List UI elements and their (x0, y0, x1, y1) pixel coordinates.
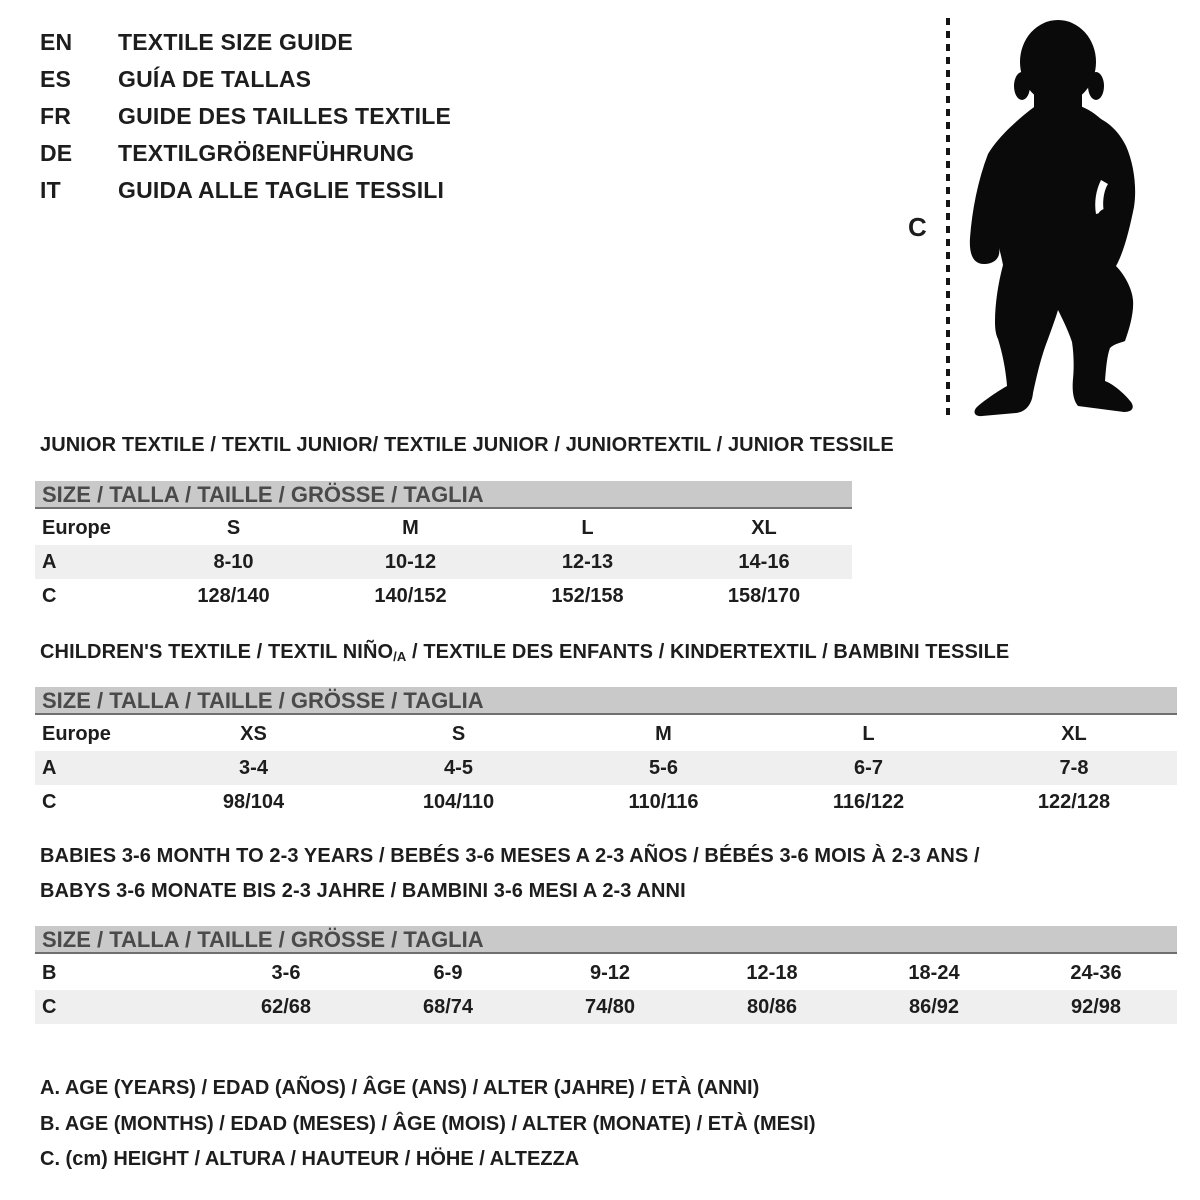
children-size-table (35, 717, 1177, 819)
cell: 152/158 (551, 584, 624, 607)
junior-header-row (35, 511, 852, 545)
language-code-en: EN (40, 29, 73, 55)
language-title-es: GUÍA DE TALLAS (118, 66, 312, 92)
cell: 10-12 (384, 550, 437, 573)
cell: 62/68 (260, 995, 312, 1018)
cell: 14-16 (738, 550, 790, 573)
cell: 3-4 (239, 756, 268, 779)
babies-section-title-line2: BABYS 3-6 MONATE BIS 2-3 JAHRE / BAMBINI 3-6 MESI A 2-3 ANNI (40, 880, 686, 902)
babies-size-table (35, 956, 1177, 1024)
cell: 8-10 (213, 550, 254, 573)
children-size-bar: SIZE / TALLA / TAILLE / GRÖSSE / TAGLIA (35, 687, 1177, 715)
legend-notes (40, 1071, 816, 1178)
note-c-height-cm: C. (cm) HEIGHT / ALTURA / HAUTEUR / HÖHE / ALTEZZA (40, 1148, 580, 1170)
language-title-en: TEXTILE SIZE GUIDE (118, 29, 353, 55)
note-b-age-months: B. AGE (MONTHS) / EDAD (MESES) / ÂGE (MOIS) / ALTER (MONATE) / ETÀ (MESI) (40, 1112, 816, 1135)
cell: 6-9 (433, 961, 463, 984)
junior-row-c (35, 579, 852, 613)
children-title-subscript: /A (393, 649, 407, 664)
children-header-row (35, 717, 1177, 751)
language-title-it: GUIDA ALLE TAGLIE TESSILI (118, 177, 445, 203)
row-label: A (42, 550, 57, 573)
cell: 80/86 (746, 995, 798, 1018)
row-label: B (42, 961, 57, 984)
children-col-header-s: S (451, 722, 466, 745)
junior-size-bar: SIZE / TALLA / TAILLE / GRÖSSE / TAGLIA (35, 481, 852, 509)
children-row-c (35, 785, 1177, 819)
cell: 92/98 (1070, 995, 1122, 1018)
children-col-header-xs: XS (240, 722, 267, 745)
junior-row-a (35, 545, 852, 579)
children-region-label: Europe (42, 722, 111, 745)
cell: 128/140 (197, 584, 270, 607)
cell: 110/116 (628, 790, 699, 813)
note-a-age-years: A. AGE (YEARS) / EDAD (AÑOS) / ÂGE (ANS) / ALTER (JAHRE) / ETÀ (ANNI) (40, 1077, 760, 1099)
children-col-header-m: M (655, 722, 672, 745)
language-code-fr: FR (40, 103, 72, 129)
cell: 158/170 (727, 584, 801, 607)
height-measure-dashed-line (946, 18, 950, 417)
cell: 9-12 (589, 961, 631, 984)
cell: 122/128 (1037, 790, 1111, 813)
children-section-title (40, 641, 1009, 664)
cell: 116/122 (832, 790, 905, 813)
cell: 24-36 (1070, 961, 1122, 984)
cell: 7-8 (1059, 756, 1089, 779)
language-title-fr: GUIDE DES TAILLES TEXTILE (118, 103, 451, 129)
cell: 74/80 (584, 995, 636, 1018)
cell: 3-6 (271, 961, 301, 984)
language-list (40, 30, 451, 202)
children-col-header-l: L (862, 722, 875, 745)
cell: 12-18 (746, 961, 798, 984)
babies-section-title-line1: BABIES 3-6 MONTH TO 2-3 YEARS / BEBÉS 3-6 MESES A 2-3 AÑOS / BÉBÉS 3-6 MOIS À 2-3 ANS / (40, 845, 980, 867)
children-col-header-xl: XL (1061, 722, 1087, 745)
height-measure-label: C (908, 212, 927, 242)
language-code-es: ES (40, 66, 72, 92)
cell: 86/92 (908, 995, 960, 1018)
babies-row-b (35, 956, 1177, 990)
cell: 4-5 (444, 756, 473, 779)
junior-col-header-m: M (402, 516, 419, 539)
junior-col-header-xl: XL (751, 516, 777, 539)
cell: 68/74 (422, 995, 474, 1018)
baby-silhouette-image (958, 12, 1164, 422)
junior-size-table (35, 511, 852, 613)
cell: 18-24 (908, 961, 960, 984)
junior-col-header-l: L (581, 516, 594, 539)
children-row-a (35, 751, 1177, 785)
cell: 98/104 (222, 790, 285, 813)
language-code-de: DE (40, 140, 73, 166)
cell: 12-13 (561, 550, 614, 573)
row-label: C (42, 790, 57, 813)
children-title-main: CHILDREN'S TEXTILE / TEXTIL NIÑO (40, 641, 394, 663)
cell: 6-7 (854, 756, 883, 779)
language-code-it: IT (40, 177, 61, 203)
junior-region-label: Europe (42, 516, 111, 539)
cell: 104/110 (422, 790, 495, 813)
cell: 140/152 (374, 584, 447, 607)
junior-col-header-s: S (226, 516, 241, 539)
row-label: A (42, 756, 57, 779)
babies-row-c (35, 990, 1177, 1024)
language-title-de: TEXTILGRÖßENFÜHRUNG (118, 140, 415, 166)
babies-size-bar: SIZE / TALLA / TAILLE / GRÖSSE / TAGLIA (35, 926, 1177, 954)
junior-section-title: JUNIOR TEXTILE / TEXTIL JUNIOR/ TEXTILE JUNIOR / JUNIORTEXTIL / JUNIOR TESSILE (40, 434, 894, 456)
cell: 5-6 (649, 756, 678, 779)
row-label: C (42, 995, 57, 1018)
children-title-rest: / TEXTILE DES ENFANTS / KINDERTEXTIL / BAMBINI TESSILE (406, 641, 1010, 663)
row-label: C (42, 584, 57, 607)
